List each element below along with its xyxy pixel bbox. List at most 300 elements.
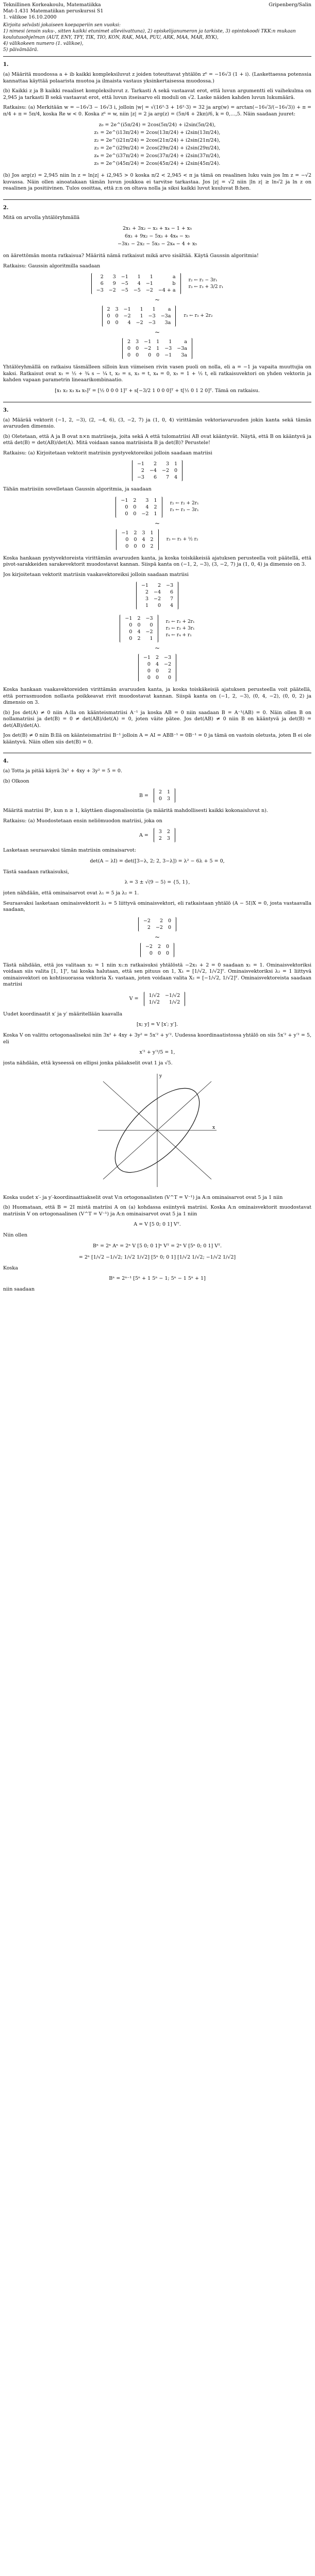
root-equation: z₁ = 2e^(i13π/24) = 2cos(13π/24) + i2sin(13π/24), <box>94 130 221 135</box>
solution-vector: [x₁ x₂ x₃ x₄ x₅]ᵀ = [½ 0 0 0 1]ᵀ + s[−3/2 1 0 0 0]ᵀ + t[½ 0 1 2 0]ᵀ. Tämä on ratkaisu. <box>55 387 260 394</box>
eigenvalues: λ = 3 ± √(9 − 5) = {5, 1}, <box>124 879 190 885</box>
matrix-table <box>135 461 180 481</box>
matrix <box>154 828 175 842</box>
matrix-cell: 3 <box>145 497 149 503</box>
gauss-step-col <box>115 497 198 550</box>
matrix-row <box>135 474 180 481</box>
ellipse-figure <box>3 1071 311 1190</box>
koska-label: Koska <box>3 1265 18 1271</box>
matrix-cell: 1 <box>154 497 157 503</box>
matrix-display <box>3 460 311 481</box>
matrix-row <box>146 992 183 999</box>
section-1 <box>3 62 311 192</box>
matrix-cell: 1 <box>174 461 178 467</box>
matrix-cell: 0 <box>148 352 152 358</box>
matrix-cell: 1 <box>156 339 160 345</box>
matrix-cell: 2 <box>158 789 162 795</box>
matrix-cell: 2 <box>107 307 110 312</box>
matrix-cell: −2 <box>123 313 131 319</box>
gauss-step-col <box>120 615 194 682</box>
matrix-cell: −4 + a <box>158 287 176 293</box>
matrix-cell: −3a <box>177 346 187 351</box>
matrix-cell: −1 <box>137 461 144 467</box>
matrix-cell: 2 <box>168 668 172 674</box>
matrix-cell: 3a <box>164 320 171 326</box>
matrix-row <box>156 789 173 795</box>
matrix-table <box>105 306 174 326</box>
row-op: r₄ ← r₄ + r₁ <box>165 632 192 638</box>
matrix-cell: −1 <box>121 274 128 280</box>
matrix-row <box>135 461 180 467</box>
matrix-cell: a <box>184 339 187 345</box>
matrix-row <box>141 661 174 668</box>
matrix-cell: 0 <box>125 511 128 517</box>
matrix-cell: 3 <box>167 836 170 841</box>
matrix-row <box>141 924 174 931</box>
matrix-cell: 4 <box>137 281 141 286</box>
matrix-cell: −2 <box>155 924 163 930</box>
matrix-cell: 0 <box>157 950 161 956</box>
matrix-table <box>125 338 190 359</box>
matrix-table <box>141 918 174 931</box>
matrix-table <box>119 530 156 550</box>
matrix <box>132 460 183 481</box>
matrix-cell: 1 <box>167 789 171 795</box>
matrix-cell: 7 <box>165 474 169 480</box>
matrix-row <box>125 338 190 345</box>
matrix-cell: 0 <box>115 320 119 326</box>
matrix-cell: 2 <box>137 636 141 641</box>
ellipse-plot <box>93 1071 222 1190</box>
matrix-cell: 1 <box>150 636 153 641</box>
section-number: 1. <box>3 62 9 67</box>
row-op: r₂ ← r₂ + 2r₁ <box>170 501 199 506</box>
eigenvector-result: Tästä nähdään, että jos valitaan x₂ = 1 niin x₁:n ratkaisuksi yhtälöstä −2x₁ + 2 = 0 saadaan x₁ = 1. Ominaisvektoriksi voidaan siis valita [1, 1]ᵀ, tai koska halutaan, että sen pituus on 1, X₁ = [1/√2, 1/√2]ᵀ. Ominaisvektoriksi λ₂ = 1 liittyvä ominaisvektori on kohtisuorassa vektoria X₁ vastaan, joten voidaan valita X₂ = [−1/√2, 1/√2]ᵀ. Ominaisvektoreista saadaan matriisi <box>3 962 311 987</box>
matrix-table <box>122 615 155 642</box>
header-right: Gripenberg/Salin <box>269 2 311 8</box>
matrix-row <box>156 795 173 802</box>
eigen-intro: Lasketaan seuraavaksi tämän matriisin ominaisarvot: <box>3 848 136 853</box>
solution-4a: Ratkaisu: (a) Muodostetaan ensin neliömuodon matriisi, joka on <box>3 818 162 824</box>
row-op: r₃ ← r₃ + 2r₂ <box>184 313 213 318</box>
matrix-cell: 6 <box>170 589 174 595</box>
solution-3a-text2: Jos kirjoitetaan vektorit matriisin vaakavektoreiksi jolloin saadaan matriisi <box>3 571 189 578</box>
row-op: r₂ ← r₂ − 3r₁ <box>188 277 218 283</box>
row-operations <box>184 313 212 319</box>
matrix-cell: 2 <box>153 461 157 467</box>
matrix-cell: 0 <box>134 543 137 549</box>
solution-3a-text3: Koska hankaan vaakavektoreiden virittämän avaruuden kanta, ja koska toiskäkeisiä ajatuksen perusteella voit päätellä, että porrasmuodon nollasta poikkeavat rivit muodostavat kannan. Siispä kanta on (−1, 2, −3), (0, 4, −2), (0, 0, 2) ja dimensio on 3. <box>3 687 311 705</box>
matrix-cell: 2 <box>127 339 131 345</box>
solution-3b: (b) Jos det(A) ≠ 0 niin A:lla on käänteismatriisi A⁻¹ ja koska AB = 0 niin saadaan B = A⁻¹(AB) = 0. Näin ollen B on nollamatriisi ja det(B) = 0 ≠ det(AB)/det(A) = 0, joten väite pätee. Jos det(AB) ≠ 0 niin B on kääntyvä ja det(B) = det(AB)/det(A). <box>3 709 311 728</box>
matrix-cell: −1 <box>121 497 128 503</box>
matrix <box>140 943 174 957</box>
matrix-cell: −2 <box>145 287 153 293</box>
power-equation-2: = 2ⁿ [1/√2 −1/√2; 1/√2 1/√2] [5ⁿ 0; 0 1] [1/√2 1/√2; −1/√2 1/√2] <box>78 1254 236 1260</box>
matrix-cell: 4 <box>142 536 145 543</box>
matrix-cell: 0 <box>137 622 141 628</box>
y-label: y <box>159 1073 162 1079</box>
instruction-line: 4) välikokeen numero (1. välikoe), <box>3 41 84 46</box>
matrix-cell: 0 <box>174 468 178 473</box>
matrix-cell: 0 <box>142 543 145 549</box>
problem-4a: (a) Totta ja pitää käyrä 3x² + 4xy + 3y² = 5 = 0. <box>3 768 122 774</box>
gauss-step-col <box>91 273 223 359</box>
matrix-cell: −2 <box>164 662 172 667</box>
matrix-cell: −2 <box>108 287 116 293</box>
matrix-cell: 0 <box>155 668 159 674</box>
x-label: x <box>212 1125 215 1130</box>
matrix-cell: 0 <box>125 543 129 549</box>
orthogonal-text: Koska V on valittu ortogonaaliseksi niin 3x² + 4xy + 3y² = 5x′² + y′². Uudessa koordinaatistossa yhtälö on siis 5x′² + y′² = 5, eli <box>3 1032 311 1045</box>
matrix-cell: 3 <box>142 530 145 536</box>
section-4 <box>3 758 311 1293</box>
equivalence-arrow: ~ <box>154 329 160 336</box>
header-line-1: Teknillinen Korkeakoulu, Matematiikka <box>3 2 101 8</box>
matrix-cell: 6 <box>100 281 104 286</box>
page-header <box>3 2 311 21</box>
matrix-row <box>146 999 183 1006</box>
matrix-row <box>105 306 174 313</box>
matrix-cell: −2 <box>161 468 169 473</box>
matrix-cell: 0 <box>125 536 129 543</box>
matrix-cell: 3a <box>181 352 187 358</box>
matrix-cell: 2 <box>100 274 104 280</box>
ellipse-equation: x′² + y′²/5 = 1, <box>139 1049 175 1055</box>
matrix-cell: 1 <box>140 313 143 319</box>
system-row: 6x₁ + 9x₂ − 5x₃ + 4x₄ − x₅ <box>124 233 190 239</box>
matrix-cell: 3 <box>165 461 169 467</box>
solution-3a-gauss: Tähän matriisiin sovelletaan Gaussin algoritmia, ja saadaan <box>3 486 152 492</box>
matrix-cell: 1/√2 <box>148 992 160 998</box>
row-operations <box>170 500 199 514</box>
matrix-cell: −3 <box>137 474 144 480</box>
solution-2-conclusion: Yhtälöryhmällä on ratkaisu täsmälleen silloin kun viimeisen rivin vasen puoli on nolla, eli a = −1 ja vapaita muuttujia on kaksi. Ratkaisut ovat x₁ = ½ + ¾ s − ¼ t, x₂ = s, x₃ = t, x₄ = 0, x₅ = 1 + ½ t, eli ratkaisuvektori on yhden vektorin ja kahden vapaan parametrin lineaarikombinaatio. <box>3 364 311 383</box>
problem-4b: (b) Olkoon <box>3 778 29 784</box>
matrix-cell: −3 <box>164 346 172 351</box>
matrix-cell: 0 <box>157 603 161 608</box>
matrix-cell: 2 <box>147 924 151 930</box>
power-equation-3: Bⁿ = 2ⁿ⁻¹ [5ⁿ + 1 5ⁿ − 1; 5ⁿ − 1 5ⁿ + 1] <box>109 1276 206 1281</box>
matrix-cell: 2 <box>154 504 157 510</box>
matrix-row <box>118 497 159 504</box>
matrix-cell: 1 <box>140 307 143 312</box>
matrix-cell: −1 <box>143 655 151 660</box>
solution-4b: (b) Huomataan, että B = 2I mistä matriisi A on (a) kohdassa esiintyvä matriisi. Koska A:n ominaisvektorit muodostavat matriisin V on ortogonaalinen (V^T = V⁻¹) ja A:n ominaisarvot ovat 5 ja 1 niin <box>3 1205 311 1217</box>
matrix-row <box>139 589 176 596</box>
matrix-cell: 0 <box>129 636 132 641</box>
matrix-row <box>141 654 174 661</box>
matrix-cell: −3 <box>166 583 174 588</box>
matrix-cell: −2 <box>141 511 149 517</box>
matrix-cell: 1 <box>145 603 148 608</box>
matrix-cell: 0 <box>147 668 151 674</box>
matrix-cell: 4 <box>170 603 174 608</box>
section-number: 2. <box>3 205 9 211</box>
instruction-line: 1) nimesi (ensin suku-, sitten kaikki etunimet alleviivattuna), 2) opiskelijanumeron ja tarkiste, 3) opintokoodi TKK:n mukaan <box>3 29 296 34</box>
matrix-cell: −4 <box>149 468 157 473</box>
matrix-cell: 2 <box>158 836 162 841</box>
matrix-cell: b <box>172 281 176 286</box>
matrix-row <box>139 602 176 609</box>
matrix-cell: −1 <box>141 583 148 588</box>
gauss-steps <box>3 273 311 359</box>
matrix-cell: −1 <box>144 339 152 345</box>
matrix <box>138 654 176 682</box>
matrix-cell: 0 <box>107 313 110 319</box>
root-equation: z₄ = 2e^(i37π/24) = 2cos(37π/24) + i2sin(37π/24), <box>94 153 221 159</box>
instruction-line: 5) päivämäärä. <box>3 47 39 53</box>
matrix-row <box>122 635 155 642</box>
section-number: 3. <box>3 407 9 413</box>
matrix-row <box>94 274 178 280</box>
matrix-cell: 2 <box>157 943 161 950</box>
section-2 <box>3 205 311 395</box>
matrix-cell: 2 <box>141 468 144 473</box>
roots-list <box>3 121 311 167</box>
matrix-cell: 4 <box>127 320 131 326</box>
matrix-cell: 2 <box>155 655 159 660</box>
matrix-cell: 2 <box>159 918 163 924</box>
matrix-cell: 7 <box>170 596 174 602</box>
ellipse-text: josta nähdään, että kyseessä on ellipsi jonka pääakselit ovat 1 ja √5. <box>3 1060 173 1066</box>
problem-1a: (a) Määritä muodossa a + ib kaikki kompleksiluvut z joiden toteuttavat yhtälön z⁶ = −16√3 (1 + i). (Laskettaessa potenssia kannattaa käyttää polaarista muotoa ja ilmaista vastaus yksinkertaisessa muodossa.) <box>3 72 311 84</box>
matrix-table <box>146 992 183 1006</box>
matrix-row <box>135 467 180 474</box>
matrix-cell: −3 <box>145 616 153 621</box>
matrix-cell: 1/√2 <box>148 999 160 1005</box>
row-op: r₃ ← r₃ + ½ r₂ <box>166 536 198 542</box>
matrix-row <box>143 950 172 957</box>
augmented-matrix <box>122 338 192 359</box>
matrix-row <box>122 629 155 635</box>
matrix <box>154 788 175 803</box>
equivalence-arrow: ~ <box>154 519 160 527</box>
matrix-table <box>141 654 174 681</box>
matrix <box>116 529 158 550</box>
matrix-cell: 2 <box>157 583 161 588</box>
characteristic-polynomial: det(A − λI) = det([3−λ, 2; 2, 3−λ]) = λ² − 6λ + 5 = 0, <box>90 858 225 864</box>
matrix-cell: −3 <box>164 655 172 660</box>
matrix-row <box>125 352 190 359</box>
matrix <box>144 992 186 1006</box>
matrix-cell: 0 <box>133 511 137 517</box>
matrix-cell: 0 <box>168 918 172 924</box>
matrix-cell: −2 <box>145 629 153 635</box>
matrix-row <box>94 280 178 287</box>
matrix-row <box>139 582 176 589</box>
ellipse-text-2: Koska uudet x′- ja y′-koordinaattiakselit ovat V:n ortogonaalisten (V^T = V⁻¹) ja A:n ominaisarvot ovat 5 ja 1 niin <box>3 1194 283 1200</box>
matrix-cell: 0 <box>127 352 131 358</box>
matrix-cell: 2 <box>133 497 137 503</box>
matrix-cell: 2 <box>150 543 154 549</box>
header-line-3: 1. välikoe 16.10.2000 <box>3 14 57 20</box>
header-line-2: Mat-1.431 Matematiikan peruskurssi S1 <box>3 8 104 14</box>
solution-1a: Ratkaisu: (a) Merkitään w = −16√3 − 16√3 i, jolloin |w| = √(16²·3 + 16²·3) = 32 ja arg(w) = arctan(−16√3/(−16√3)) + π = π/4 + π = 5π/4, koska Re w < 0. Koska z⁶ = w, niin |z| = 2 ja arg(z) = (5π/4 + 2kπ)/6, k = 0,…,5. Näin saadaan juuret: <box>3 105 311 117</box>
matrix-cell: 3 <box>158 829 162 835</box>
matrix-cell: −2 <box>136 320 143 326</box>
power-equation-1: Bⁿ = 2ⁿ Aⁿ = 2ⁿ V [5 0; 0 1]ⁿ Vᵀ = 2ⁿ V [5ⁿ 0; 0 1] Vᵀ. <box>92 1243 222 1249</box>
matrix-cell: 0 <box>147 675 151 681</box>
matrix-cell: −1 <box>164 352 172 358</box>
matrix-cell: 1/√2 <box>169 999 180 1005</box>
matrix-cell: 0 <box>150 622 153 628</box>
matrix-cell: −3a <box>160 313 171 319</box>
matrix-cell: −1 <box>121 530 129 536</box>
equation-system <box>3 225 311 248</box>
matrix <box>136 582 178 609</box>
matrix-row <box>105 313 174 319</box>
gauss-steps <box>3 615 311 682</box>
matrix-cell: 4 <box>174 474 178 480</box>
matrix-row <box>156 828 173 835</box>
solution-2-label: Ratkaisu: Gaussin algoritmilla saadaan <box>3 263 101 269</box>
section-number: 4. <box>3 758 9 764</box>
matrix-row <box>119 530 156 536</box>
matrix-cell: 1 <box>169 339 172 345</box>
matrix-row <box>118 511 159 517</box>
problem-1b: (b) Kaikki z ja B kaikki reaaliset kompleksiluvut z. Tarkasti A sekä vastaavat erot, että luvun argumentti eli vaihekulma on 2,945 ja tarkasti B sekä vastaavat erot, että luvun itseisarvo eli moduli on √2. Laske näiden kahden luvun lukumäärä. <box>3 88 311 100</box>
matrix-row <box>141 674 174 681</box>
matrix-row <box>122 622 155 629</box>
matrix-cell: 2 <box>137 616 141 621</box>
solution-1b: (b) Jos arg(z) = 2,945 niin ln z = ln|z| + i2,945 > 0 koska π/2 < 2,945 < π ja tämä on reaalinen luku vain jos Im z = −√2 kuvassa. Näin ollen ainoatakaan tämän luvun joukkoa ei tarvitse tarkastaa. Jos |z| = √2 niin |ln z| ≥ ln√2 ja ln z on reaalinen ja positiivinen. Tulos osoittaa, että z:n on oltava nolla ja siksi kaikki luvut kuuluvat B:hen. <box>3 173 311 191</box>
row-op: r₃ ← r₃ + 3r₁ <box>165 625 195 631</box>
problem-3a: (a) Määrää vektorit (−1, 2, −3), (2, −4, 6), (3, −2, 7) ja (1, 0, 4) virittämän vektoriavaruuden jokin kanta sekä tämän avaruuden dimensio. <box>3 417 311 429</box>
gauss-steps <box>3 497 311 550</box>
divider <box>3 199 311 200</box>
matrix-cell: 1 <box>152 307 156 312</box>
matrix-row <box>122 615 155 622</box>
matrix-cell: 0 <box>127 346 131 351</box>
decomposition: A = V [5 0; 0 1] Vᵀ. <box>134 1222 181 1227</box>
matrix-cell: −2 <box>153 596 161 602</box>
matrix-cell: −3 <box>148 320 156 326</box>
matrix-row <box>125 345 190 352</box>
matrix-row <box>141 918 174 924</box>
matrix <box>138 917 176 931</box>
matrix-cell: 0 <box>136 352 139 358</box>
matrix-cell: 3 <box>136 339 139 345</box>
matrix-row <box>139 596 176 602</box>
matrix-cell: 4 <box>137 629 141 635</box>
matrix-cell: −4 <box>153 589 161 595</box>
matrix-cell: 1 <box>150 274 153 280</box>
matrix-cell: 3 <box>145 596 148 602</box>
matrix-cell: 0 <box>166 943 170 950</box>
matrix-cell: 0 <box>134 536 137 543</box>
matrix-cell: −3 <box>148 313 156 319</box>
problem-2-intro: Mitä on arvolla yhtälöryhmällä <box>3 214 80 221</box>
matrix-cell: 3 <box>115 307 119 312</box>
matrix-row <box>119 543 156 550</box>
augmented-matrix <box>91 273 181 294</box>
problem-2-question: on äärettömän monta ratkaisua? Määritä nämä ratkaisut mikä arvo sisältää. Käytä Gaussin algoritmia! <box>3 253 259 259</box>
matrix-row <box>119 536 156 543</box>
matrix-cell: 0 <box>166 950 170 956</box>
root-equation: z₃ = 2e^(i29π/24) = 2cos(29π/24) + i2sin(29π/24), <box>94 145 221 151</box>
matrix-cell: 0 <box>107 320 110 326</box>
matrix-cell: −1 <box>145 281 153 286</box>
matrix-cell: 0 <box>168 924 172 930</box>
solution-3b-2: Jos det(B) ≠ 0 niin B:llä on käänteismatriisi B⁻¹ jolloin A = AI = ABB⁻¹ = 0B⁻¹ = 0 ja tämä on vastoin oletusta, joten B ei ole kääntyvä. Näin ollen siis det(B) = 0. <box>3 733 311 745</box>
exam-page <box>3 2 311 2574</box>
matrix-cell: 0 <box>129 622 132 628</box>
end-label: niin saadaan <box>3 1286 35 1292</box>
niin-ollen-label: Niin ollen <box>3 1232 28 1238</box>
matrix-cell: 2 <box>134 530 137 536</box>
matrix-cell: 3 <box>167 796 171 802</box>
matrix-cell: 0 <box>136 346 139 351</box>
matrix-cell: −1 <box>125 616 132 621</box>
matrix-cell: 0 <box>158 796 162 802</box>
divider <box>3 56 311 57</box>
root-equation: z₀ = 2e^(i5π/24) = 2cos(5π/24) + i2sin(5π/24), <box>98 122 216 128</box>
matrix-cell: 0 <box>156 352 160 358</box>
new-coordinates: Uudet koordinaatit x′ ja y′ määritellään kaavalla <box>3 1011 123 1017</box>
matrix-row <box>141 668 174 674</box>
matrix-table <box>156 789 173 802</box>
matrix <box>120 615 158 642</box>
root-equation: z₅ = 2e^(i45π/24) = 2cos(45π/24) + i2sin(45π/24). <box>94 161 221 166</box>
equivalence-arrow: ~ <box>154 933 160 941</box>
matrix-display: A = 3 2 2 3 <box>3 828 311 842</box>
matrix-cell: 2 <box>150 536 154 543</box>
matrix-row <box>143 943 172 950</box>
root-equation: z₂ = 2e^(i21π/24) = 2cos(21π/24) + i2sin(21π/24), <box>94 138 221 143</box>
matrix-table <box>118 497 159 517</box>
matrix-cell: 2 <box>167 829 170 835</box>
matrix-cell: 1 <box>154 511 157 517</box>
instruction-line: Kirjoita selvästi jokaiseen koepaperiin sen vuoksi: <box>3 23 121 28</box>
solution-3a: Ratkaisu: (a) Kirjoitetaan vektorit matriisin pystyvektoreiksi jolloin saadaan matriisi <box>3 450 212 456</box>
matrix-row <box>94 287 178 294</box>
matrix-cell: −5 <box>121 287 128 293</box>
matrix-table <box>139 582 176 609</box>
system-row: −3x₁ − 2x₂ − 5x₃ − 2x₄ − 4 + x₅ <box>117 241 197 247</box>
matrix-cell: −2 <box>145 943 153 950</box>
eigenvector-text: Seuraavaksi lasketaan ominaisvektorit λ₁ = 5 liittyvä ominaisvektori, eli ratkaistaan yhtälö (A − 5I)X = 0, josta vastaavalla saadaan, <box>3 900 311 912</box>
gauss-step-col <box>138 917 176 957</box>
equivalence-arrow: ~ <box>154 296 160 303</box>
matrix-cell: a <box>172 274 176 280</box>
matrix-cell: −2 <box>143 918 151 924</box>
matrix-display: B = 2 1 0 3 <box>3 788 311 803</box>
matrix-cell: 1 <box>150 530 154 536</box>
system-row: 2x₁ + 3x₂ − x₃ + x₄ − 1 + x₅ <box>123 226 192 231</box>
augmented-matrix <box>102 306 176 327</box>
matrix-cell: −5 <box>133 287 141 293</box>
matrix <box>115 497 162 518</box>
matrix-cell: −3 <box>96 287 104 293</box>
matrix-cell: 3 <box>112 274 116 280</box>
matrix-cell: −1/√2 <box>164 992 180 998</box>
matrix-cell: a <box>168 307 171 312</box>
matrix-cell: 0 <box>115 313 119 319</box>
matrix-row <box>118 504 159 511</box>
eigen-text: joten nähdään, että ominaisarvot ovat λ₁ = 5 ja λ₂ = 1. <box>3 890 139 896</box>
matrix-cell: 0 <box>133 504 137 510</box>
matrix-cell: 4 <box>145 504 149 510</box>
solution-3a-text: Koska hankaan pystyvektoreista virittämän avaruuden kanta, ja koska toiskäkeisiä ajatuksen perusteella voit päätellä, että pivot-sarakkeiden sarakevektorit muodostavat kannan. Siispä kanta on (−1, 2, −3), (3, −2, 7) ja (1, 0, 4) ja dimensio on 3. <box>3 555 311 567</box>
section-3 <box>3 408 311 746</box>
matrix-cell: 2 <box>145 589 148 595</box>
matrix-table <box>94 274 178 294</box>
matrix-row <box>105 319 174 326</box>
equivalence-arrow: ~ <box>154 645 160 652</box>
header-left <box>3 2 104 21</box>
matrix-cell: −1 <box>123 307 131 312</box>
